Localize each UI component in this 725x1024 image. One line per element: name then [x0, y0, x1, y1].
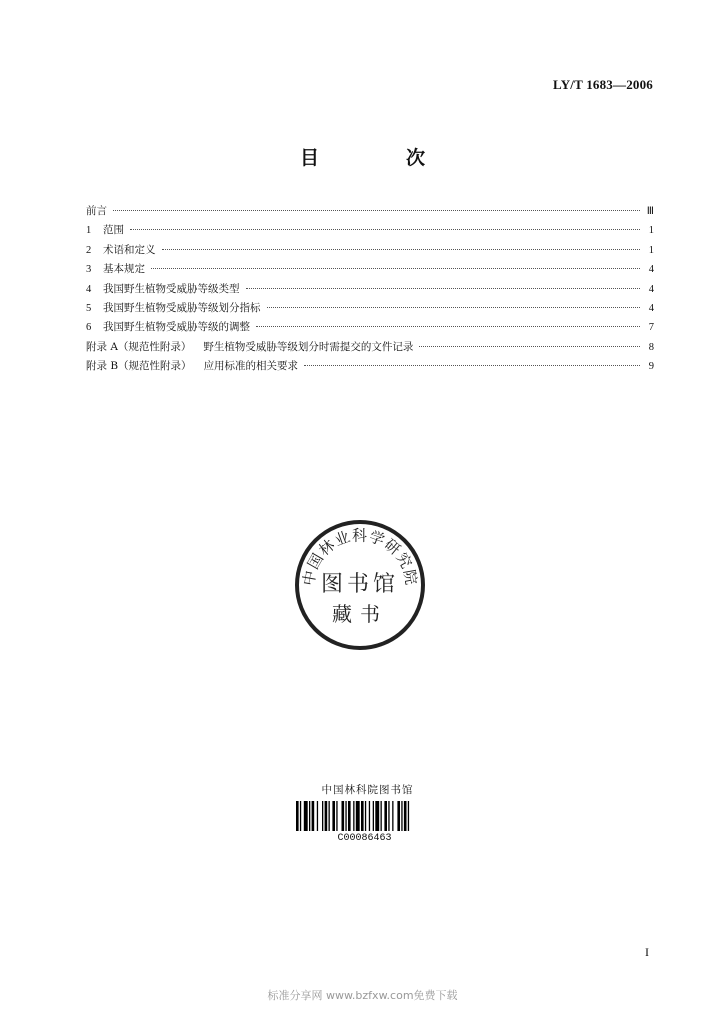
library-name: 中国林科院图书馆 — [321, 784, 414, 796]
toc-entry-number: 3 — [86, 264, 92, 276]
toc-entry-page: 1 — [648, 225, 654, 237]
toc-entry[interactable] — [86, 300, 654, 319]
toc-dot-leader — [419, 345, 640, 347]
barcode-bar — [365, 801, 366, 831]
barcode-bar — [356, 801, 360, 831]
toc-entry-label: 附录 B（规范性附录） — [86, 360, 192, 373]
barcode-bar — [392, 801, 393, 831]
toc-entry-number: 2 — [86, 244, 92, 256]
toc-entry-number: 1 — [86, 225, 92, 237]
barcode-bar — [348, 801, 351, 831]
toc-entry[interactable] — [86, 222, 654, 241]
page-number: I — [645, 945, 649, 959]
toc-dot-leader — [162, 248, 641, 250]
toc-entry-label: 前言 — [86, 205, 107, 217]
toc-entry[interactable] — [86, 339, 654, 358]
barcode-bar — [304, 801, 308, 831]
library-stamp-graphic — [293, 518, 427, 652]
toc-entry-subtitle: 应用标准的相关要求 — [203, 360, 299, 373]
toc-entry[interactable] — [86, 281, 654, 300]
barcode-number: C00086463 — [337, 833, 392, 844]
toc-entry-label: 基本规定 — [103, 263, 145, 276]
barcode-bar — [369, 801, 370, 831]
toc-dot-leader — [130, 228, 640, 230]
footer-watermark: 标准分享网 www.bzfxw.com免费下载 — [267, 989, 458, 1002]
toc-entry-page: Ⅲ — [646, 206, 654, 217]
toc-dot-leader — [256, 325, 640, 327]
toc-entry-page: 4 — [648, 283, 654, 295]
library-stamp — [293, 518, 427, 652]
toc-dot-leader — [267, 306, 641, 308]
toc-entry-page: 4 — [648, 264, 654, 276]
barcode-bar — [325, 801, 328, 831]
toc-entry-label: 我国野生植物受威胁等级划分指标 — [103, 301, 261, 314]
barcode-bar — [342, 801, 345, 831]
toc-entry-number: 6 — [86, 322, 92, 334]
toc-entry-subtitle: 野生植物受威胁等级划分时需提交的文件记录 — [203, 340, 414, 353]
toc-entry-page: 4 — [648, 302, 654, 314]
barcode-bar — [401, 801, 402, 831]
toc-entry-page: 9 — [648, 361, 654, 373]
barcode-bar — [353, 801, 354, 831]
stamp-arc-text: 中国林业科学研究院 — [299, 526, 421, 588]
barcode-bar — [309, 801, 310, 831]
toc-entry-page: 8 — [648, 341, 654, 353]
barcode-bar — [397, 801, 400, 831]
barcode-bar — [312, 801, 315, 831]
barcode-bar — [384, 801, 387, 831]
barcode-bars — [296, 801, 452, 831]
barcode-bar — [381, 801, 382, 831]
standard-number: LY/T 1683—2006 — [553, 77, 653, 92]
barcode — [296, 801, 452, 831]
stamp-center-text: 图书馆 — [320, 572, 400, 597]
barcode-bar — [332, 801, 335, 831]
barcode-bar — [345, 801, 346, 831]
toc-entry-label: 我国野生植物受威胁等级的调整 — [103, 321, 250, 334]
toc-entry[interactable] — [86, 319, 654, 338]
toc-entry-label: 我国野生植物受威胁等级类型 — [103, 282, 240, 295]
toc-dot-leader — [113, 209, 640, 211]
barcode-bar — [375, 801, 379, 831]
toc-entry-number: 5 — [86, 302, 92, 314]
toc-dot-leader — [246, 287, 641, 289]
toc-entry[interactable] — [86, 203, 654, 222]
toc-entry-page: 7 — [648, 322, 654, 334]
toc-entry-label: 术语和定义 — [103, 243, 156, 256]
toc-entry[interactable] — [86, 261, 654, 280]
barcode-bar — [404, 801, 407, 831]
toc-entry-page: 1 — [648, 244, 654, 256]
barcode-bar — [336, 801, 337, 831]
barcode-bar — [300, 801, 301, 831]
toc-dot-leader — [151, 267, 640, 269]
toc-dot-leader — [304, 364, 640, 366]
table-of-contents — [86, 203, 654, 378]
stamp-bottom-text: 藏书 — [332, 602, 388, 626]
barcode-bar — [329, 801, 330, 831]
page-title: 目 次 — [299, 147, 459, 169]
toc-entry-label: 附录 A（规范性附录） — [86, 340, 192, 353]
barcode-bar — [361, 801, 364, 831]
barcode-bar — [408, 801, 409, 831]
barcode-bar — [322, 801, 323, 831]
toc-entry-number: 4 — [86, 283, 92, 295]
toc-entry[interactable] — [86, 358, 654, 377]
barcode-bar — [296, 801, 299, 831]
barcode-bar — [373, 801, 374, 831]
barcode-bar — [388, 801, 389, 831]
toc-entry-label: 范围 — [103, 224, 124, 237]
barcode-bar — [317, 801, 318, 831]
toc-entry[interactable] — [86, 242, 654, 261]
